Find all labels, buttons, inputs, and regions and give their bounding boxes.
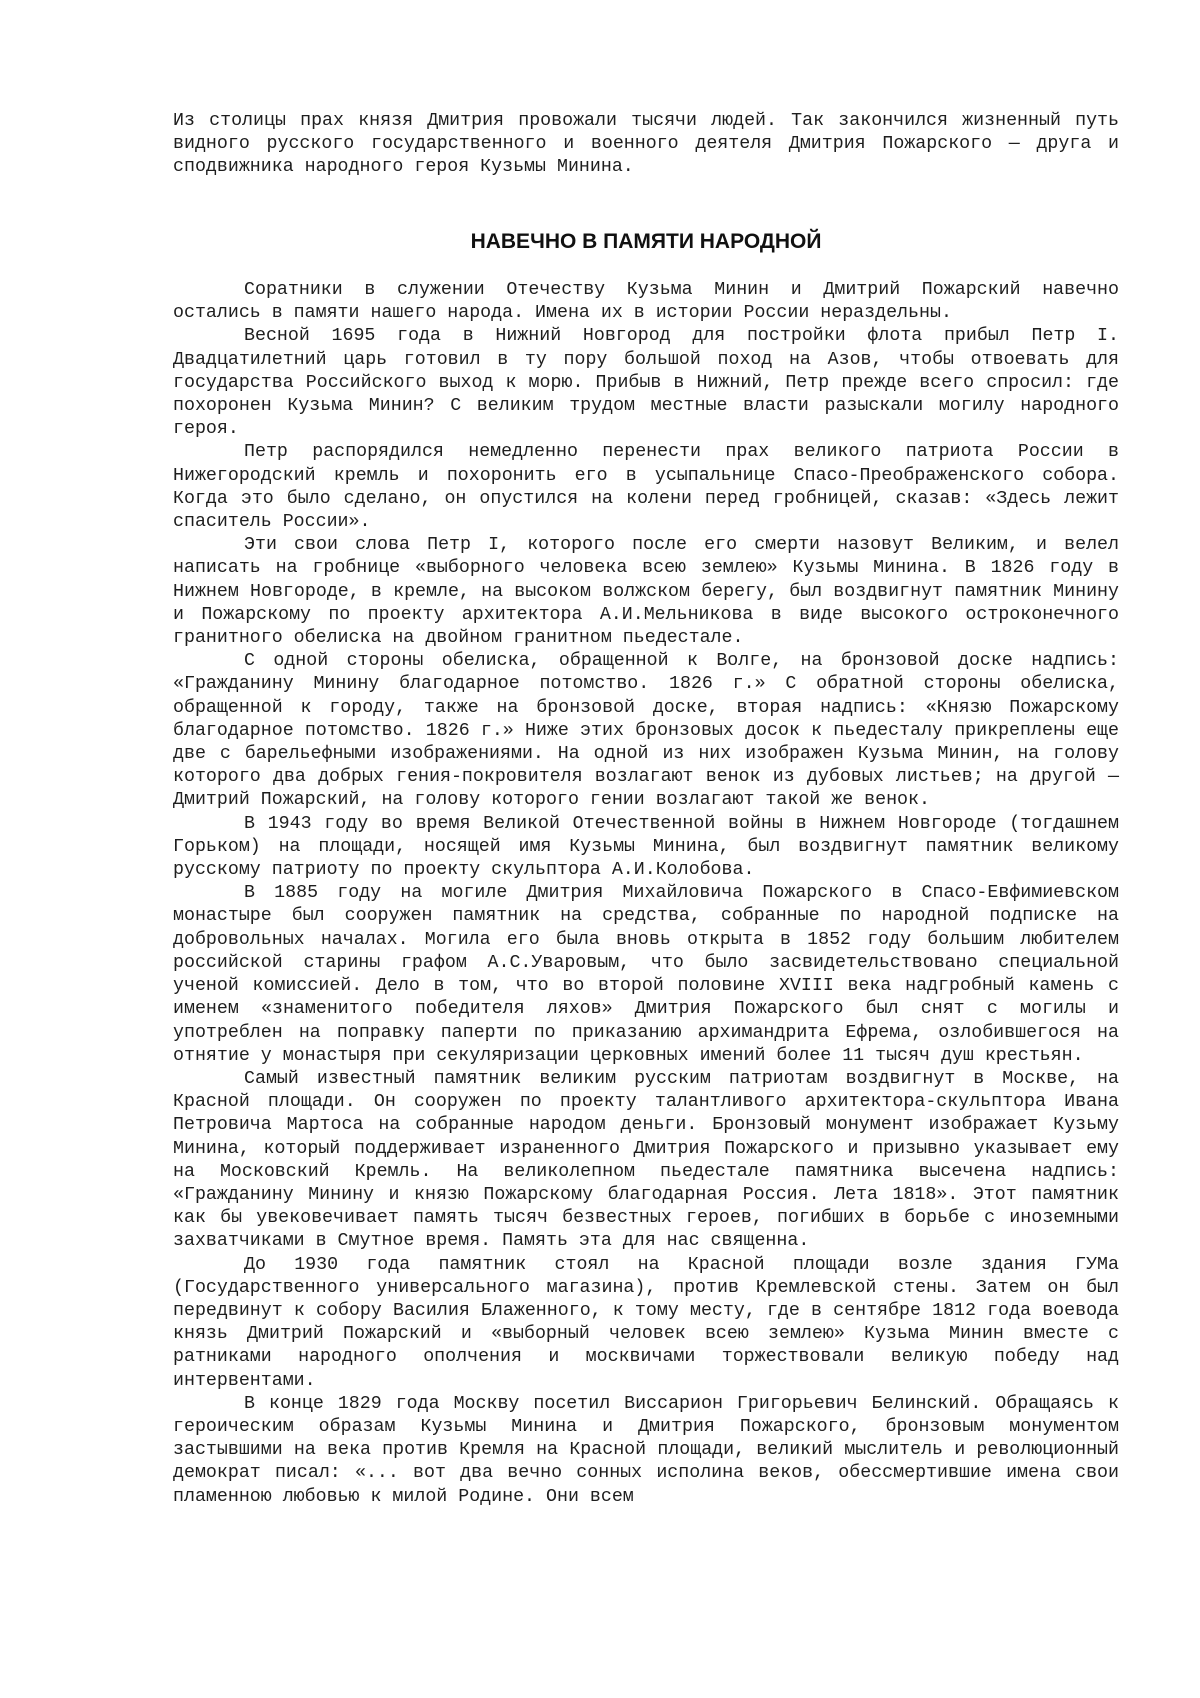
paragraph: В 1885 году на могиле Дмитрия Михайловича Пожарского в Спасо-Евфимиевском монастыре был сооружен памятник на средства, собранные по народной подписке на добровольных началах. Могила его была вновь открыта в 1852 году большим любителем российской старины графом А.С.Уваровым, что было засвидетельствовано специальной ученой комиссией. Дело в том, что во второй половине XVIII века надгробный камень с именем «знаменитого победителя ляхов» Дмитрия Пожарского был снят с могилы и употреблен на поправку паперти по приказанию архимандрита Ефрема, озлобившегося на отнятие у монастыря при секуляризации церковных имений более 11 тысяч душ крестьян. — [173, 883, 1119, 1066]
paragraph: В 1943 году во время Великой Отечественной войны в Нижнем Новгороде (тогдашнем Горьком) на площади, носящей имя Кузьмы Минина, был воздвигнут памятник великому русскому патриоту по проекту скульптора А.И.Колобова. — [173, 813, 1119, 881]
paragraph: С одной стороны обелиска, обращенной к Волге, на бронзовой доске надпись: «Гражданину Минину благодарное потомство. 1826 г.» С обратной стороны обелиска, обращенной к городу, также на бронзовой доске, вторая надпись: «Князю Пожарскому благодарное потомство. 1826 г.» Ниже этих бронзовых досок к пьедесталу прикреплены еще две с барельефными изображениями. На одной из них изображен Кузьма Минин, на голову которого два добрых гения-покровителя возлагают венок из дубовых листьев; на другой — Дмитрий Пожарский, на голову которого гении возлагают такой же венок. — [173, 651, 1119, 811]
intro-paragraph: Из столицы прах князя Дмитрия провожали тысячи людей. Так закончился жизненный путь видного русского государственного и военного деятеля Дмитрия Пожарского — друга и сподвижника народного героя Кузьмы Минина. — [173, 111, 1119, 178]
paragraph: Самый известный памятник великим русским патриотам воздвигнут в Москве, на Красной площади. Он сооружен по проекту талантливого архитектора-скульптора Ивана Петровича Мартоса на собранные народом деньги. Бронзовый монумент изображает Кузьму Минина, который поддерживает израненного Дмитрия Пожарского и призывно указывает ему на Московский Кремль. На великолепном пьедестале памятника высечена надпись: «Гражданину Минину и князю Пожарскому благодарная Россия. Лета 1818». Этот памятник как бы увековечивает память тысяч безвестных героев, погибших в борьбе с иноземными захватчиками в Смутное время. Память эта для нас священна. — [173, 1068, 1119, 1252]
paragraph: Соратники в служении Отечеству Кузьма Минин и Дмитрий Пожарский навечно остались в памяти нашего народа. Имена их в истории России нераздельны. — [173, 280, 1119, 324]
section-heading: НАВЕЧНО В ПАМЯТИ НАРОДНОЙ — [470, 230, 822, 253]
body-text — [173, 279, 1119, 1509]
paragraph: Весной 1695 года в Нижний Новгород для постройки флота прибыл Петр I. Двадцатилетний царь готовил в ту пору большой поход на Азов, чтобы отвоевать для государства Российского выход к морю. Прибыв в Нижний, Петр прежде всего спросил: где похоронен Кузьма Минин? С великим трудом местные власти разыскали могилу народного героя. — [173, 326, 1119, 440]
paragraph: Эти свои слова Петр I, которого после его смерти назовут Великим, и велел написать на гробнице «выборного человека всею землею» Кузьмы Минина. В 1826 году в Нижнем Новгороде, в кремле, на высоком волжском берегу, был воздвигнут памятник Минину и Пожарскому по проекту архитектора А.И.Мельникова в виде высокого остроконечного гранитного обелиска на двойном гранитном пьедестале. — [173, 535, 1119, 649]
intro-block — [173, 110, 1119, 180]
paragraph: До 1930 года памятник стоял на Красной площади возле здания ГУМа (Государственного универсального магазина), против Кремлевской стены. Затем он был передвинут к собору Василия Блаженного, к тому месту, где в сентябре 1812 года воевода князь Дмитрий Пожарский и «выборный человек всею землею» Кузьма Минин вместе с ратниками народного ополчения и москвичами торжествовали великую победу над интервентами. — [173, 1254, 1119, 1391]
paragraph: В конце 1829 года Москву посетил Виссарион Григорьевич Белинский. Обращаясь к героическим образам Кузьмы Минина и Дмитрия Пожарского, бронзовым монументом застывшими на века против Кремля на Красной площади, великий мыслитель и революционный демократ писал: «... вот два вечно сонных исполина веков, обессмертившие имена свои пламенною любовью к милой Родине. Они всем — [173, 1393, 1119, 1507]
paragraph: Петр распорядился немедленно перенести прах великого патриота России в Нижегородский кремль и похоронить его в усыпальнице Спасо-Преображенского собора. Когда это было сделано, он опустился на колени перед гробницей, сказав: «Здесь лежит спаситель России». — [173, 442, 1119, 533]
